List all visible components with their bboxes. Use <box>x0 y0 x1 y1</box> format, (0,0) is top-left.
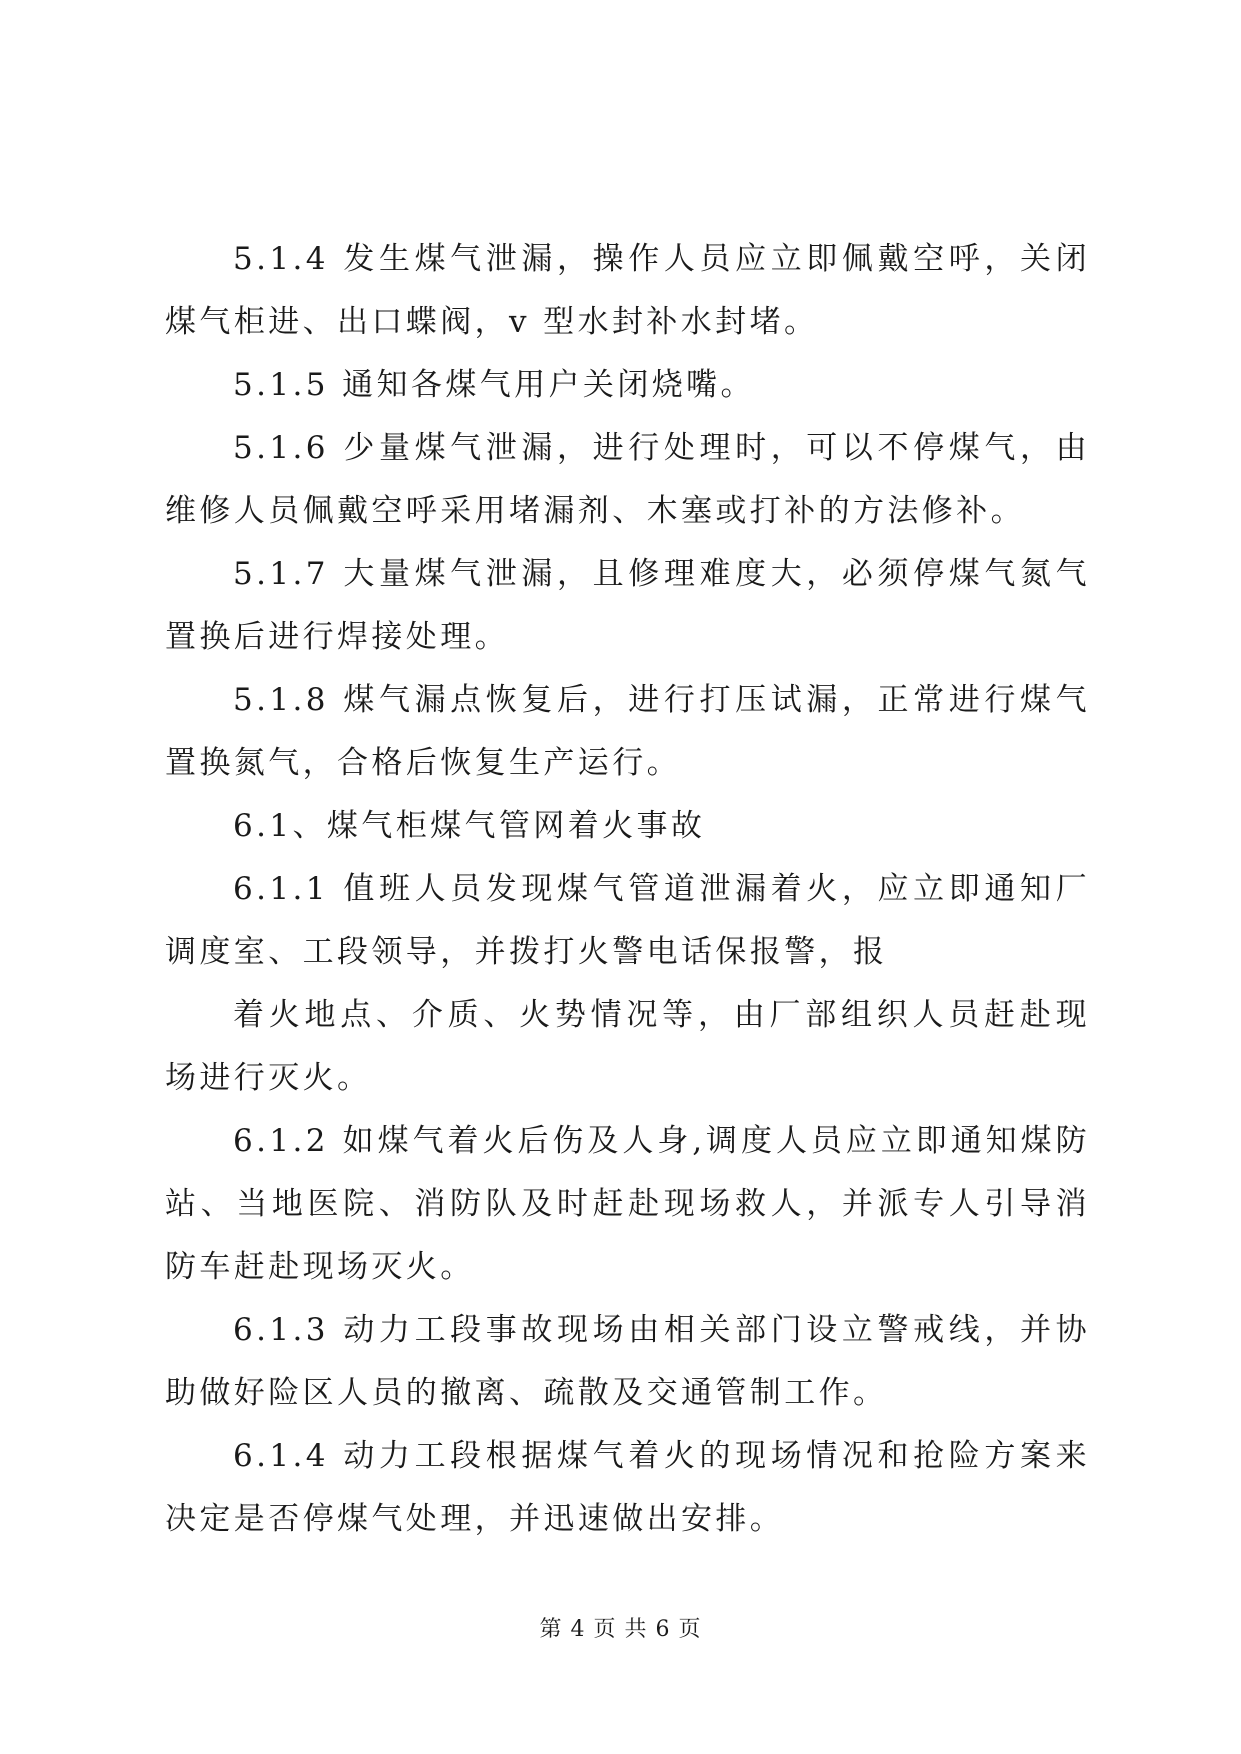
paragraph-6-1-4: 6.1.4 动力工段根据煤气着火的现场情况和抢险方案来决定是否停煤气处理，并迅速做出安排。 <box>165 1438 1090 1537</box>
page-number-footer: 第 4 页 共 6 页 <box>539 1617 702 1642</box>
paragraph-6-1-1-continued: 着火地点、介质、火势情况等，由厂部组织人员赶赴现场进行灭火。 <box>165 997 1090 1096</box>
paragraph-5-1-4: 5.1.4 发生煤气泄漏，操作人员应立即佩戴空呼，关闭煤气柜进、出口蝶阀，v 型水封补水封堵。 <box>165 241 1090 340</box>
paragraph-6-1-1: 6.1.1 值班人员发现煤气管道泄漏着火，应立即通知厂调度室、工段领导，并拨打火警电话保报警，报 <box>165 871 1090 970</box>
paragraph-6-1-2: 6.1.2 如煤气着火后伤及人身,调度人员应立即通知煤防站、当地医院、消防队及时赶赴现场救人，并派专人引导消防车赶赴现场灭火。 <box>165 1123 1090 1285</box>
paragraph-5-1-8: 5.1.8 煤气漏点恢复后，进行打压试漏，正常进行煤气置换氮气，合格后恢复生产运行。 <box>165 682 1090 781</box>
section-heading-6-1: 6.1、煤气柜煤气管网着火事故 <box>233 808 706 844</box>
paragraph-5-1-5: 5.1.5 通知各煤气用户关闭烧嘴。 <box>233 367 755 403</box>
paragraph-5-1-6: 5.1.6 少量煤气泄漏，进行处理时，可以不停煤气，由维修人员佩戴空呼采用堵漏剂、木塞或打补的方法修补。 <box>165 430 1090 529</box>
paragraph-5-1-7: 5.1.7 大量煤气泄漏，且修理难度大，必须停煤气氮气置换后进行焊接处理。 <box>165 556 1090 655</box>
paragraph-6-1-3: 6.1.3 动力工段事故现场由相关部门设立警戒线，并协助做好险区人员的撤离、疏散及交通管制工作。 <box>165 1312 1090 1411</box>
document-body <box>165 228 1090 1551</box>
